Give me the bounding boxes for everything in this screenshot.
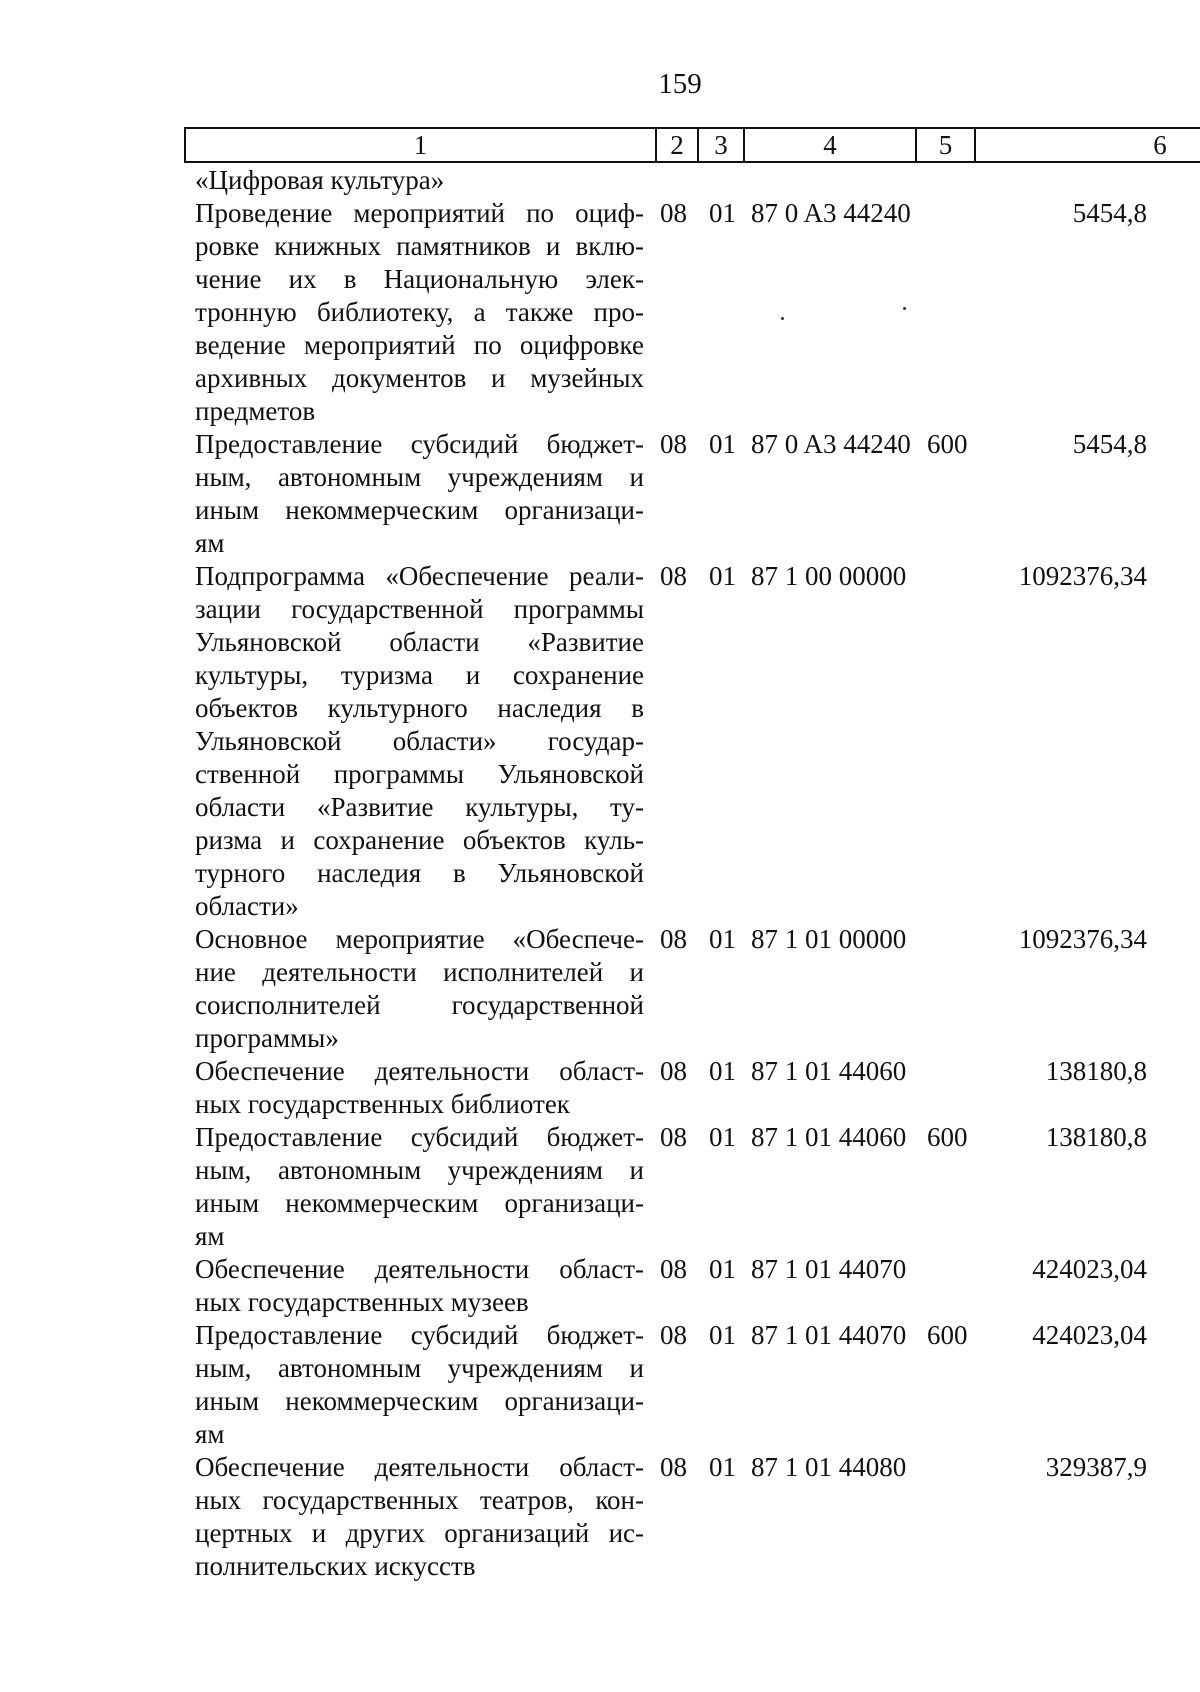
description-line: ных государственных библиотек [195, 1089, 570, 1119]
description-line: Предоставление субсидий бюджет- [195, 1122, 644, 1152]
amount: 424023,04 [1032, 1254, 1147, 1284]
table-row [195, 923, 1185, 1055]
description-line: Проведение мероприятий по оциф- [195, 198, 644, 228]
subsection-code: 01 [709, 198, 736, 228]
description-line: Обеспечение деятельности област- [195, 1452, 644, 1482]
table-header [184, 127, 1200, 163]
amount: 1092376,34 [1018, 924, 1147, 954]
description-line: Предоставление субсидий бюджет- [195, 1320, 644, 1350]
row-description [195, 164, 644, 197]
row-description [195, 1319, 644, 1451]
target-article: 87 1 01 00000 [751, 924, 907, 954]
amount: 5454,8 [1072, 198, 1147, 228]
target-article: 87 1 01 44060 [751, 1056, 907, 1086]
header-col-2: 2 [657, 129, 699, 161]
target-article: 87 1 00 00000 [751, 561, 907, 591]
header-col-6: 6 [1153, 130, 1167, 160]
page-number: 159 [658, 68, 702, 100]
row-description [195, 1253, 644, 1319]
row-description [195, 197, 644, 428]
description-line: Подпрограмма «Обеспечение реали- [195, 561, 644, 591]
description-line: соисполнителей государственной [195, 990, 644, 1020]
table-row [195, 164, 1185, 197]
table-row [195, 197, 1185, 428]
description-line: Обеспечение деятельности област- [195, 1056, 644, 1086]
description-line: ровке книжных памятников и вклю- [195, 231, 644, 261]
row-description [195, 1121, 644, 1253]
subsection-code: 01 [709, 1254, 736, 1284]
expense-type: 600 [927, 1320, 968, 1350]
expense-type: 600 [927, 429, 968, 459]
section-code: 08 [660, 1320, 687, 1350]
section-code: 08 [660, 429, 687, 459]
description-line: ведение мероприятий по оцифровке [195, 330, 644, 360]
description-line: архивных документов и музейных [195, 363, 644, 393]
description-line: полнительских искусств [195, 1551, 476, 1581]
header-col-3: 3 [699, 129, 745, 161]
description-line: тронную библиотеку, а также про- [195, 297, 644, 327]
description-line: иным некоммерческим организаци- [195, 495, 644, 525]
description-line: области «Развитие культуры, ту- [195, 792, 644, 822]
description-line: Предоставление субсидий бюджет- [195, 429, 644, 459]
table-row [195, 1451, 1185, 1583]
section-code: 08 [660, 1452, 687, 1482]
subsection-code: 01 [709, 429, 736, 459]
description-line: иным некоммерческим организаци- [195, 1188, 644, 1218]
description-line: Ульяновской области «Развитие [195, 627, 644, 657]
description-line: культуры, туризма и сохранение [195, 660, 644, 690]
subsection-code: 01 [709, 1122, 736, 1152]
scan-speck [781, 317, 784, 320]
description-line: Ульяновской области» государ- [195, 726, 644, 756]
description-line: зации государственной программы [195, 594, 644, 624]
scan-speck [903, 307, 906, 310]
subsection-code: 01 [709, 924, 736, 954]
section-code: 08 [660, 1056, 687, 1086]
description-line: области» [195, 891, 299, 921]
expense-type: 600 [927, 1122, 968, 1152]
description-line: программы» [195, 1023, 339, 1053]
description-line: ям [195, 1221, 225, 1251]
target-article: 87 1 01 44070 [751, 1320, 907, 1350]
amount: 5454,8 [1072, 429, 1147, 459]
header-col-1: 1 [186, 129, 657, 161]
section-code: 08 [660, 924, 687, 954]
description-line: чение их в Национальную элек- [195, 264, 644, 294]
description-line: ям [195, 528, 225, 558]
table-body [195, 164, 1185, 1583]
row-description [195, 923, 644, 1055]
description-line: цертных и других организаций ис- [195, 1518, 644, 1548]
description-line: ственной программы Ульяновской [195, 759, 644, 789]
description-line: «Цифровая культура» [195, 165, 445, 195]
amount: 138180,8 [1045, 1122, 1147, 1152]
table-row [195, 1253, 1185, 1319]
description-line: Основное мероприятие «Обеспече- [195, 924, 644, 954]
section-code: 08 [660, 198, 687, 228]
subsection-code: 01 [709, 1056, 736, 1086]
description-line: турного наследия в Ульяновской [195, 858, 644, 888]
row-description [195, 428, 644, 560]
section-code: 08 [660, 1122, 687, 1152]
target-article: 87 1 01 44080 [751, 1452, 907, 1482]
target-article: 87 1 01 44060 [751, 1122, 907, 1152]
header-col-5: 5 [917, 129, 976, 161]
subsection-code: 01 [709, 561, 736, 591]
table-row [195, 560, 1185, 923]
description-line: предметов [195, 396, 316, 426]
description-line: ние деятельности исполнителей и [195, 957, 644, 987]
table-row [195, 428, 1185, 560]
description-line: ризма и сохранение объектов куль- [195, 825, 644, 855]
table-row [195, 1121, 1185, 1253]
target-article: 87 0 A3 44240 [751, 198, 911, 228]
amount: 424023,04 [1032, 1320, 1147, 1350]
target-article: 87 1 01 44070 [751, 1254, 907, 1284]
description-line: ных государственных театров, кон- [195, 1485, 644, 1515]
table-row [195, 1055, 1185, 1121]
amount: 1092376,34 [1018, 561, 1147, 591]
description-line: иным некоммерческим организаци- [195, 1386, 644, 1416]
table-row [195, 1319, 1185, 1451]
amount: 138180,8 [1045, 1056, 1147, 1086]
subsection-code: 01 [709, 1452, 736, 1482]
subsection-code: 01 [709, 1320, 736, 1350]
section-code: 08 [660, 561, 687, 591]
description-line: ных государственных музеев [195, 1287, 529, 1317]
row-description [195, 1451, 644, 1583]
description-line: ным, автономным учреждениям и [195, 1155, 644, 1185]
row-description [195, 560, 644, 923]
header-col-4: 4 [745, 129, 917, 161]
amount: 329387,9 [1045, 1452, 1147, 1482]
target-article: 87 0 A3 44240 [751, 429, 911, 459]
description-line: ным, автономным учреждениям и [195, 1353, 644, 1383]
row-description [195, 1055, 644, 1121]
section-code: 08 [660, 1254, 687, 1284]
description-line: Обеспечение деятельности област- [195, 1254, 644, 1284]
description-line: ным, автономным учреждениям и [195, 462, 644, 492]
description-line: ям [195, 1419, 225, 1449]
description-line: объектов культурного наследия в [195, 693, 644, 723]
